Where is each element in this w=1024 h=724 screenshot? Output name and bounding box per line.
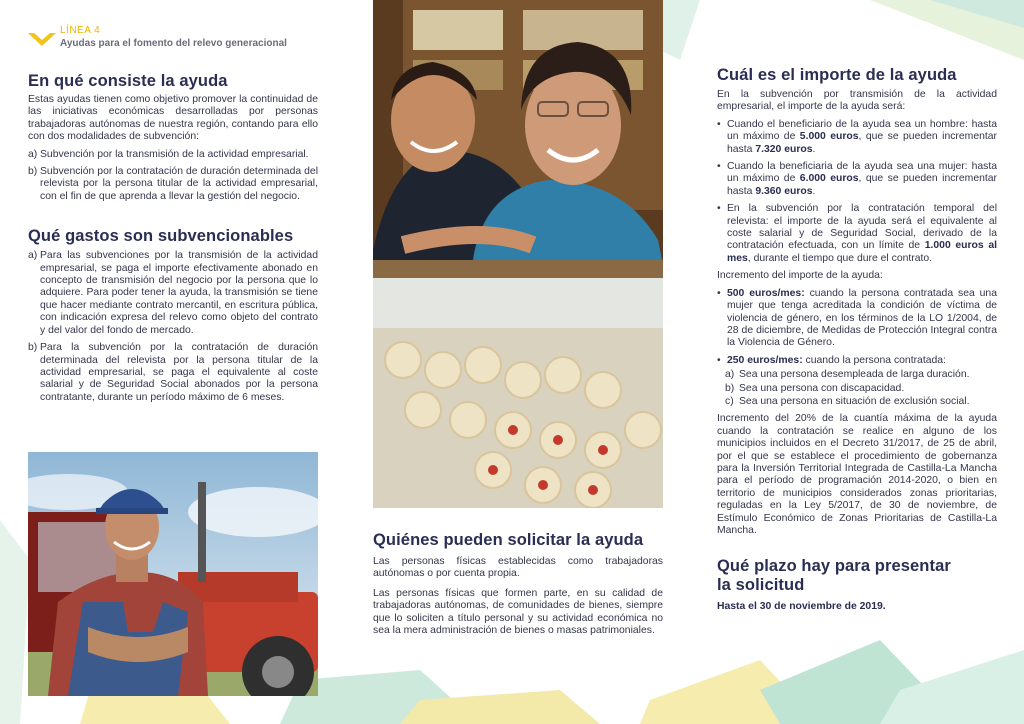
header <box>28 25 348 55</box>
paragraph: Las personas físicas establecidas como trabajadoras autónomas o por cuenta propia. <box>373 556 663 580</box>
header-subtitle: Ayudas para el fomento del relevo generacional <box>60 38 287 49</box>
section-intro: Estas ayudas tienen como objetivo promover la continuidad de las iniciativas económicas desarrolladas por personas trabajadoras autónomas de nuestra región, contando para ello con dos modalidades de subvención: <box>28 94 318 143</box>
line-number: LÍNEA 4 <box>60 25 101 36</box>
shopkeepers-illustration <box>373 0 663 508</box>
section-title-plazo: Qué plazo hay para presentar la solicitud <box>717 557 951 595</box>
paragraph: Las personas físicas que formen parte, en su calidad de trabajadoras autónomas, de comunidades de bienes, siempre que lo soliciten a título personal y su actividad económica no sea la mera administración de bienes o masas patrimoniales. <box>373 587 663 637</box>
left-column <box>28 72 318 404</box>
paragraph: Incremento del 20% de la cuantía máxima de la ayuda cuando la contratación se realice en alguno de los municipios incluidos en el Decreto 31/2017, de 25 de abril, por el que se establece el procedimiento de gobernanza para la Inversión Territorial Integrada de Castilla-La Mancha para el período de programación 2014-2020, o bien en territorio de municipios considerados zonas prioritarias, reguladas en la Ley 5/2017, de 30 de noviembre, de Estímulo Económico de Zonas Prioritarias de Castilla-La Mancha. <box>717 413 997 536</box>
increment-label: Incremento del importe de la ayuda: <box>717 270 883 282</box>
list-item: • Cuando la beneficiaria de la ayuda sea una mujer: hasta un máximo de 6.000 euros, que se pueden incrementar hasta 9.360 euros. <box>717 161 997 197</box>
deadline-text: Hasta el 30 de noviembre de 2019. <box>717 601 886 613</box>
middle-column <box>373 531 663 637</box>
section-title-importe: Cuál es el importe de la ayuda <box>717 66 957 84</box>
section-title-en-que-consiste: En qué consiste la ayuda <box>28 72 228 90</box>
list-item: • 250 euros/mes: cuando la persona contratada: <box>717 354 946 366</box>
shop-photo <box>373 0 663 508</box>
right-column <box>717 66 997 614</box>
list-item: • En la subvención por la contratación temporal del relevista: el importe de la ayuda será el equivalente al coste salarial y de Seguridad Social, derivado de la contratación efectuada, con un límite de 1.000 euros al mes, durante el tiempo que dure el contrato. <box>717 203 997 264</box>
list-item: b) Sea una persona con discapacidad. <box>725 382 905 394</box>
farmer-illustration <box>28 452 318 696</box>
list-item: a) Para las subvenciones por la transmisión de la actividad empresarial, se paga el importe efectivamente abonado en concepto de transmisión del negocio por la persona que lo adquiere. Para poder tener la ayuda, la transmisión se tiene que hacer mediante contrato mercantil, en escritura pública, con indicación expresa del relevo como objeto del contrato y del valor del fondo de mercado. <box>28 250 318 336</box>
modalities-list <box>28 149 318 204</box>
increment-list <box>717 288 997 367</box>
list-item: • Cuando el beneficiario de la ayuda sea un hombre: hasta un máximo de 5.000 euros, que se pueden incrementar hasta 7.320 euros. <box>717 118 997 155</box>
list-item: a) Subvención por la transmisión de la actividad empresarial. <box>28 148 309 160</box>
section-intro: En la subvención por transmisión de la actividad empresarial, el importe de la ayuda será: <box>717 89 997 113</box>
list-item: b) Para la subvención por la contratación de duración determinada del relevista por la persona titular de la actividad empresarial, se paga el equivalente al coste salarial y de Seguridad Social abonados por la persona contratante, durante un período máximo de 6 meses. <box>28 342 318 403</box>
amount-list <box>717 119 997 265</box>
chevron-down-icon <box>28 31 56 47</box>
section-title-gastos: Qué gastos son subvencionables <box>28 227 294 246</box>
list-item: a) Sea una persona desempleada de larga duración. <box>725 369 970 381</box>
list-item: c) Sea una persona en situación de exclusión social. <box>725 395 970 407</box>
section-title-quienes: Quiénes pueden solicitar la ayuda <box>373 531 644 549</box>
farmer-photo <box>28 452 318 696</box>
list-item: • 500 euros/mes: cuando la persona contratada sea una mujer que tenga acreditada la condición de víctima de violencia de género, en los términos de la LO 1/2004, de 28 de diciembre, de Medidas de Protección Integral contra la Violencia de Género. <box>717 287 997 349</box>
sub-list <box>717 369 997 408</box>
expenses-list <box>28 250 318 404</box>
list-item: b) Subvención por la contratación de duración determinada del relevista por la persona titular de la actividad empresarial, con el fin de que aprenda a llevar la gestión del negocio. <box>28 166 318 202</box>
